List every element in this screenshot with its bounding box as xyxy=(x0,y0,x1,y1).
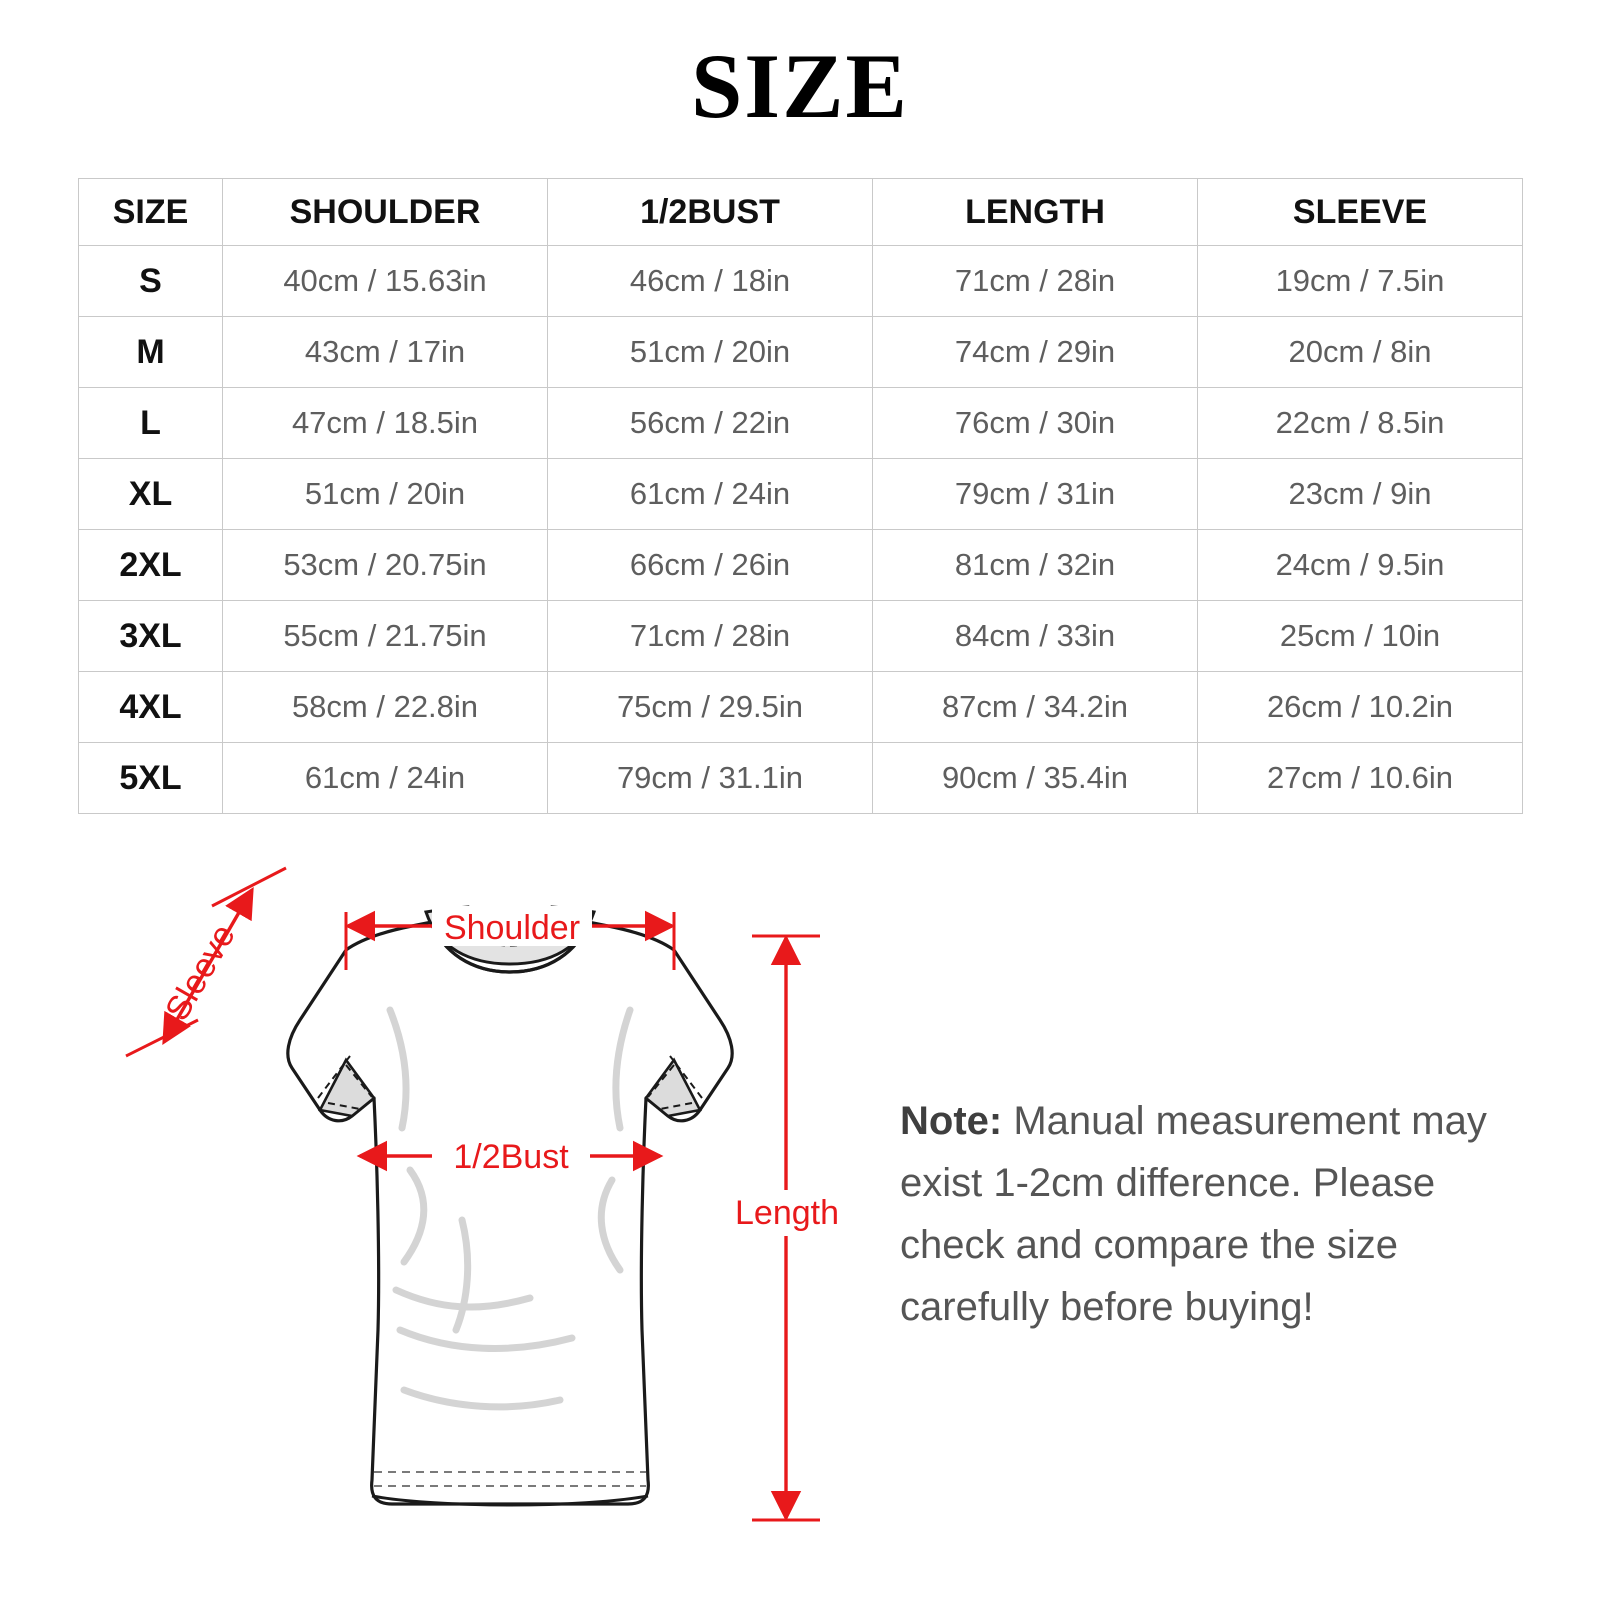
size-chart-table xyxy=(78,178,1523,814)
cell-sleeve: 24cm / 9.5in xyxy=(1198,530,1523,601)
column-header-sleeve: SLEEVE xyxy=(1198,179,1523,246)
cell-size: M xyxy=(79,317,223,388)
cell-bust: 75cm / 29.5in xyxy=(548,672,873,743)
cell-length: 81cm / 32in xyxy=(873,530,1198,601)
cell-bust: 61cm / 24in xyxy=(548,459,873,530)
cell-shoulder: 51cm / 20in xyxy=(223,459,548,530)
label-length: Length xyxy=(735,1194,839,1232)
cell-sleeve: 20cm / 8in xyxy=(1198,317,1523,388)
column-header-length: LENGTH xyxy=(873,179,1198,246)
cell-size: 2XL xyxy=(79,530,223,601)
cell-shoulder: 55cm / 21.75in xyxy=(223,601,548,672)
label-sleeve: Sleeve xyxy=(158,917,243,1028)
table-row xyxy=(79,317,1523,388)
column-header-shoulder: SHOULDER xyxy=(223,179,548,246)
cell-size: L xyxy=(79,388,223,459)
cell-size: 5XL xyxy=(79,743,223,814)
cell-length: 71cm / 28in xyxy=(873,246,1198,317)
cell-length: 84cm / 33in xyxy=(873,601,1198,672)
cell-sleeve: 26cm / 10.2in xyxy=(1198,672,1523,743)
cell-bust: 56cm / 22in xyxy=(548,388,873,459)
measurement-diagram xyxy=(60,860,880,1560)
cell-size: 3XL xyxy=(79,601,223,672)
cell-size: S xyxy=(79,246,223,317)
cell-shoulder: 53cm / 20.75in xyxy=(223,530,548,601)
cell-shoulder: 47cm / 18.5in xyxy=(223,388,548,459)
cell-bust: 79cm / 31.1in xyxy=(548,743,873,814)
cell-shoulder: 40cm / 15.63in xyxy=(223,246,548,317)
table-row xyxy=(79,246,1523,317)
column-header-bust: 1/2BUST xyxy=(548,179,873,246)
label-bust: 1/2Bust xyxy=(453,1138,569,1176)
cell-sleeve: 22cm / 8.5in xyxy=(1198,388,1523,459)
page-title: SIZE xyxy=(691,35,909,137)
cell-sleeve: 27cm / 10.6in xyxy=(1198,743,1523,814)
cell-bust: 66cm / 26in xyxy=(548,530,873,601)
table-row xyxy=(79,601,1523,672)
table-row xyxy=(79,459,1523,530)
cell-sleeve: 25cm / 10in xyxy=(1198,601,1523,672)
tshirt-illustration xyxy=(288,907,732,1505)
cell-size: XL xyxy=(79,459,223,530)
cell-shoulder: 43cm / 17in xyxy=(223,317,548,388)
cell-shoulder: 61cm / 24in xyxy=(223,743,548,814)
cell-length: 90cm / 35.4in xyxy=(873,743,1198,814)
table-row xyxy=(79,743,1523,814)
cell-shoulder: 58cm / 22.8in xyxy=(223,672,548,743)
note-block xyxy=(900,1090,1540,1338)
note-label: Note: xyxy=(900,1099,1003,1143)
cell-length: 87cm / 34.2in xyxy=(873,672,1198,743)
label-shoulder: Shoulder xyxy=(443,909,581,947)
table-row xyxy=(79,530,1523,601)
cell-length: 74cm / 29in xyxy=(873,317,1198,388)
table-row xyxy=(79,388,1523,459)
cell-bust: 46cm / 18in xyxy=(548,246,873,317)
cell-length: 76cm / 30in xyxy=(873,388,1198,459)
cell-length: 79cm / 31in xyxy=(873,459,1198,530)
note-text: Manual measurement may exist 1-2cm difference. Please check and compare the size carefully before buying! xyxy=(900,1099,1487,1329)
column-header-size: SIZE xyxy=(79,179,223,246)
cell-sleeve: 19cm / 7.5in xyxy=(1198,246,1523,317)
cell-size: 4XL xyxy=(79,672,223,743)
table-row xyxy=(79,672,1523,743)
table-header-row xyxy=(79,179,1523,246)
cell-sleeve: 23cm / 9in xyxy=(1198,459,1523,530)
cell-bust: 51cm / 20in xyxy=(548,317,873,388)
cell-bust: 71cm / 28in xyxy=(548,601,873,672)
